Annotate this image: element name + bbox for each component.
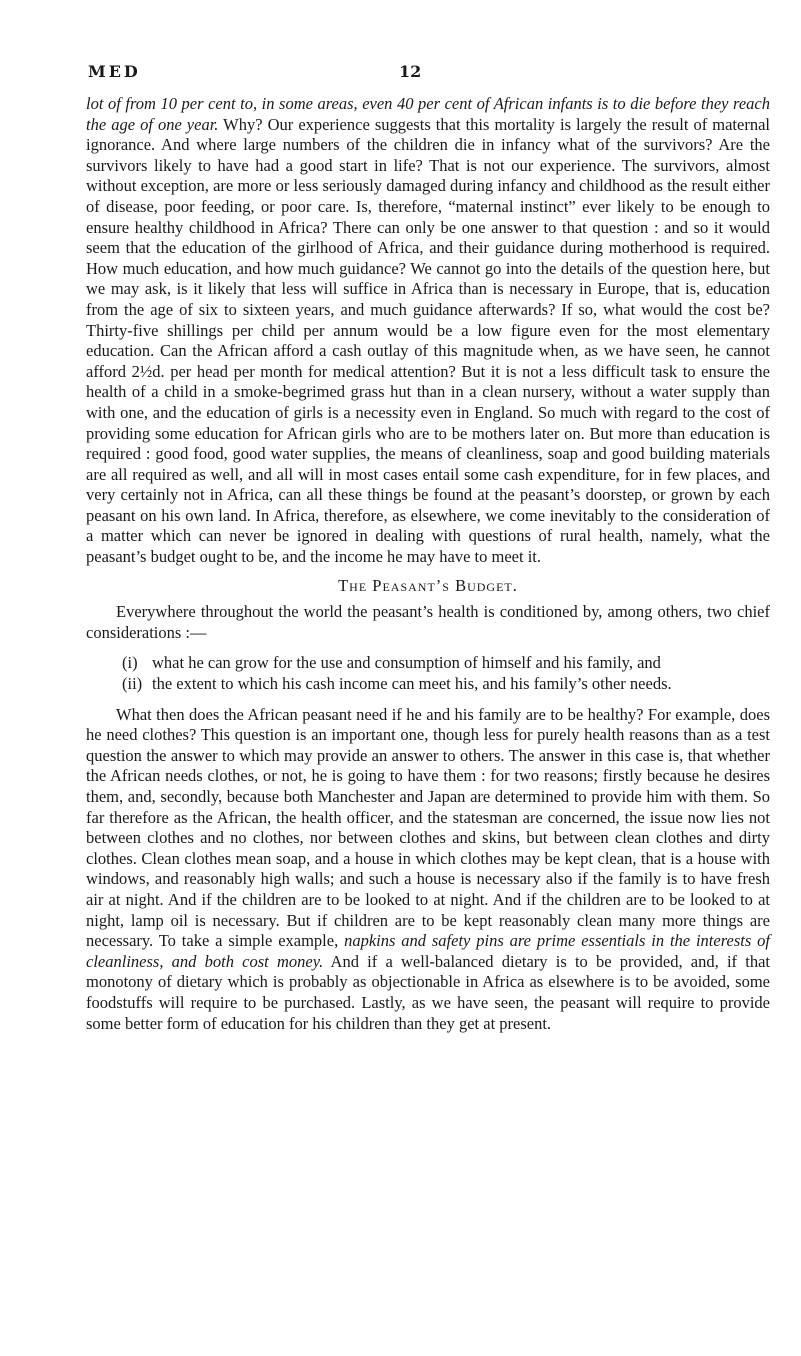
- paragraph-3-italic: napkins and safety pins are prime essentials in the interests of cleanliness, and both cost money.: [86, 931, 770, 971]
- paragraph-2: Everywhere throughout the world the peasant’s health is conditioned by, among others, two chief considerations :—: [86, 602, 770, 642]
- considerations-list: [86, 653, 770, 694]
- running-head-title: MED: [88, 62, 141, 81]
- running-head: [88, 62, 768, 86]
- paragraph-3-text-b: And if a well-balanced dietary is to be provided, and, if that monotony of dietary which is probably as objectionable in Africa as elsewhere is to be avoided, some foodstuffs will require to be purchased. Lastly, as we have seen, the peasant will require to provide some better form of education for his children than they get at present.: [86, 951, 770, 1033]
- list-item-text: what he can grow for the use and consumption of himself and his family, and: [152, 653, 661, 673]
- section-title: The Peasant’s Budget.: [338, 575, 518, 595]
- list-item: [86, 653, 770, 674]
- list-item: [86, 674, 770, 695]
- body-text: [86, 94, 770, 1034]
- page-number: 12: [399, 62, 422, 81]
- paragraph-3-text-a: What then does the African peasant need if he and his family are to be healthy? For example, does he need clothes? This question is an important one, though less for purely health reasons than as a test question the answer to which may provide an answer to others. The answer in this case is, that whether the African needs clothes, or not, he is going to have them : for two reasons; firstly because he desires them, and, secondly, because both Manchester and Japan are determined to provide him with them. So far therefore as the African, the health officer, and the statesman are concerned, the issue now lies not between clothes and no clothes, nor between clothes and skins, but between clean clothes and dirty clothes. Clean clothes mean soap, and a house in which clothes may be kept clean, that is a house with windows, and reasonably high walls; and such a house is necessary also if the family is to have fresh air at night. And if the children are to be looked to at night. And if the children are to be looked to at night, lamp oil is necessary. But if children are to be kept reasonably clean many more things are necessary. To take a simple example,: [86, 704, 770, 951]
- paragraph-1-italic-start: lot of from 10 per cent to, in some areas, even 40 per cent of African infants is to die before they reach the age of one year.: [86, 94, 770, 134]
- list-marker: (i): [122, 653, 138, 673]
- spacer: [86, 695, 770, 705]
- spacer: [86, 643, 770, 653]
- list-item-text: the extent to which his cash income can meet his, and his family’s other needs.: [152, 674, 672, 694]
- list-marker: (ii): [122, 674, 143, 694]
- paragraph-1-text: Why? Our experience suggests that this mortality is largely the result of maternal ignorance. And where large numbers of the children die in infancy what of the survivors? Are the survivors likely to have had a good start in life? That is not our experience. The survivors, almost without exception, are more or less seriously damaged during infancy and childhood as the result either of disease, poor feeding, or poor care. Is, therefore, “maternal instinct” ever likely to be enough to ensure healthy childhood in Africa? There can only be one answer to that question : and so it would seem that the education of the girlhood of Africa, and their guidance during motherhood is required. How much education, and how much guidance? We cannot go into the details of the question here, but we may ask, is it likely that less will suffice in Africa than is necessary in Europe, that is, education from the age of six to sixteen years, and much guidance afterwards? If so, what would the cost be? Thirty-five shillings per child per annum would be a low figure even for the most elementary education. Can the African afford a cash outlay of this magnitude when, as we have seen, he cannot afford 2½d. per head per month for medical attention? But it is not a less difficult task to ensure the health of a child in a smoke-begrimed grass hut than in a clean nursery, without a water supply than with one, and the education of girls is a necessity even in England. So much with regard to the cost of providing some education for African girls who are to be mothers later on. But more than education is required : good food, good water supplies, the means of cleanliness, soap and good building materials are all required as well, and all will in most cases entail some cash expenditure, for in few places, and very certainly not in Africa, can all these things be found at the peasant’s doorstep, or grown by each peasant on his own land. In Africa, therefore, as elsewhere, we come inevitably to the consideration of a matter which can never be ignored in dealing with questions of rural health, namely, what the peasant’s budget ought to be, and the income he may have to meet it.: [86, 114, 770, 567]
- paragraph-3: [86, 705, 770, 1035]
- paragraph-1: [86, 94, 770, 568]
